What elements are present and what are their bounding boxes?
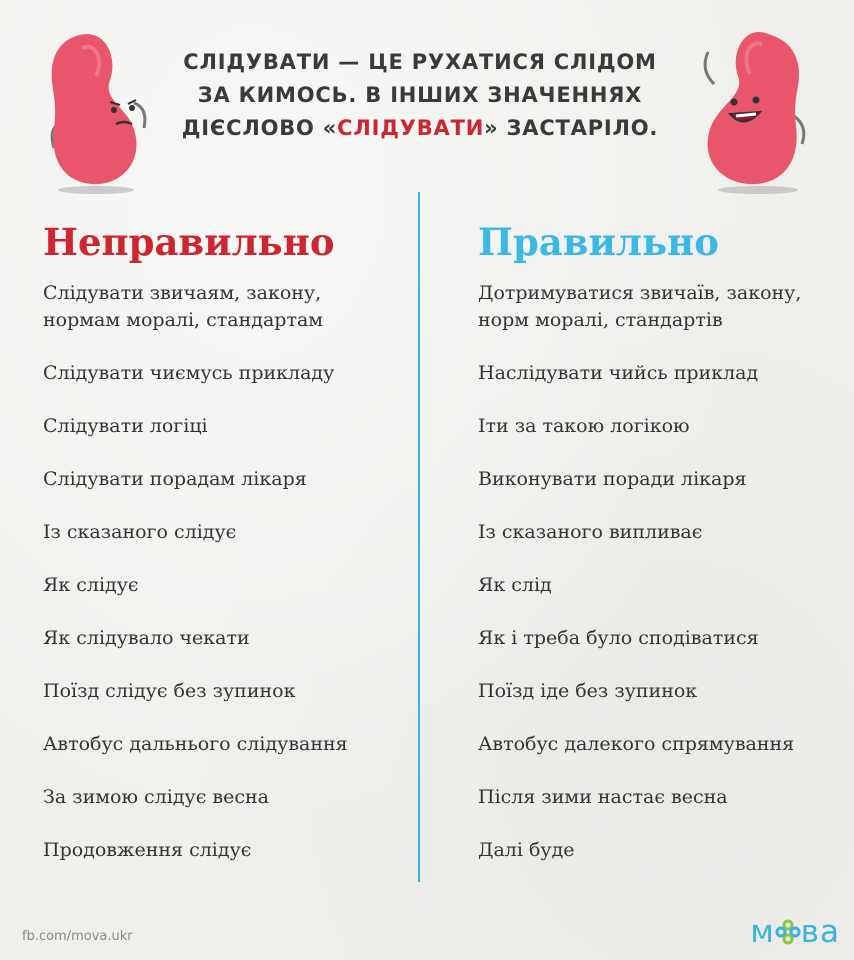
right-item: Виконувати поради лікаря: [478, 468, 747, 490]
right-item: Як і треба було сподіватися: [478, 627, 759, 649]
wrong-item: Слідувати чиємусь прикладу: [43, 362, 335, 384]
sad-kidney-mascot-icon: [36, 28, 156, 198]
wrong-column: [43, 216, 403, 861]
header-accent-word: СЛІДУВАТИ: [337, 116, 485, 140]
happy-kidney-mascot-icon: [694, 26, 824, 198]
right-item: Дотримуватися звичаїв, закону, норм моралі, стандартів: [478, 282, 802, 331]
flower-logo-icon: [775, 919, 801, 945]
wrong-item: Поїзд слідує без зупинок: [43, 680, 296, 702]
header-line-3-prefix: ДІЄСЛОВО «: [181, 116, 338, 140]
header-line-3: [160, 112, 680, 145]
wrong-item: Як слідує: [43, 574, 139, 596]
wrong-item: Слідувати звичаям, закону, нормам моралі, стандартам: [43, 282, 324, 331]
right-item: Далі буде: [478, 839, 575, 861]
logo-text-part2: ва: [800, 914, 840, 950]
right-item: Як слід: [478, 574, 552, 596]
right-column: [478, 216, 838, 861]
header-line-1: СЛІДУВАТИ — ЦЕ РУХАТИСЯ СЛІДОМ: [183, 50, 657, 74]
mova-logo: [750, 914, 840, 950]
header-line-2: ЗА КИМОСЬ. В ІНШИХ ЗНАЧЕННЯХ: [197, 83, 643, 107]
column-divider: [418, 192, 420, 882]
wrong-item: Продовження слідує: [43, 839, 252, 861]
wrong-column-title: Неправильно: [43, 220, 335, 264]
right-item: Поїзд іде без зупинок: [478, 680, 698, 702]
logo-text-part1: м: [750, 914, 775, 950]
right-item: Із сказаного випливає: [478, 521, 703, 543]
wrong-item: Як слідувало чекати: [43, 627, 250, 649]
right-item: Іти за такою логікою: [478, 415, 690, 437]
header-line-3-suffix: » ЗАСТАРІЛО.: [484, 116, 659, 140]
wrong-item: Автобус дальнього слідування: [43, 733, 348, 755]
right-column-title: Правильно: [478, 220, 719, 264]
facebook-source-link[interactable]: fb.com/mova.ukr: [22, 929, 133, 944]
right-item: Наслідувати чийсь приклад: [478, 362, 759, 384]
right-item: Після зими настає весна: [478, 786, 728, 808]
right-item: Автобус далекого спрямування: [478, 733, 795, 755]
wrong-item: За зимою слідує весна: [43, 786, 269, 808]
wrong-item: Із сказаного слідує: [43, 521, 237, 543]
wrong-item: Слідувати логіці: [43, 415, 208, 437]
header-statement: [160, 46, 680, 145]
wrong-item: Слідувати порадам лікаря: [43, 468, 307, 490]
